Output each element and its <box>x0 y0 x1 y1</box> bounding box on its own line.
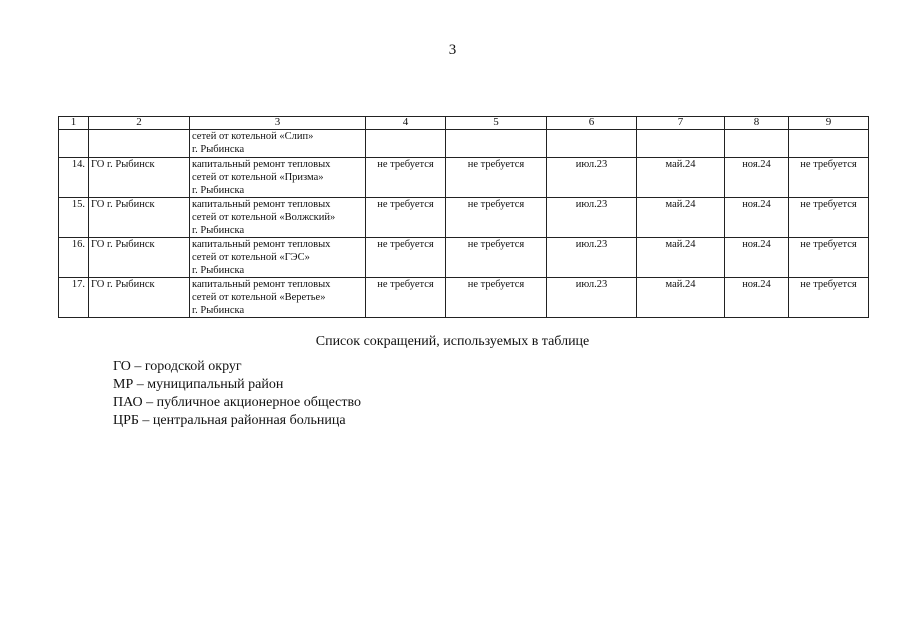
object-line: г. Рыбинска <box>192 144 245 155</box>
object-cell <box>190 130 366 158</box>
table-cell: май.24 <box>637 238 725 278</box>
municipality-cell: ГО г. Рыбинск <box>89 278 190 318</box>
row-number: 17. <box>59 278 89 318</box>
table-cell: ноя.24 <box>725 238 789 278</box>
header-cell: 2 <box>89 117 190 130</box>
header-cell: 7 <box>637 117 725 130</box>
schedule-table <box>58 116 869 318</box>
table-cell: не требуется <box>789 278 869 318</box>
abbreviation-item: ЦРБ – центральная районная больница <box>113 413 346 428</box>
table-row <box>59 198 869 238</box>
object-cell <box>190 238 366 278</box>
table-row <box>59 278 869 318</box>
object-line: капитальный ремонт тепловых <box>192 199 331 210</box>
table-cell: не требуется <box>446 198 547 238</box>
object-cell <box>190 198 366 238</box>
object-line: капитальный ремонт тепловых <box>192 159 331 170</box>
object-line: сетей от котельной «Веретье» <box>192 292 326 303</box>
row-number: 14. <box>59 158 89 198</box>
table-cell: не требуется <box>789 198 869 238</box>
row-number: 15. <box>59 198 89 238</box>
object-line: сетей от котельной «Слип» <box>192 131 314 142</box>
abbreviations-list <box>113 358 361 430</box>
object-line: г. Рыбинска <box>192 225 245 236</box>
table-cell <box>725 130 789 158</box>
table-cell: май.24 <box>637 278 725 318</box>
table-cell: май.24 <box>637 198 725 238</box>
table-cell <box>547 130 637 158</box>
object-cell <box>190 278 366 318</box>
object-line: сетей от котельной «Волжский» <box>192 212 336 223</box>
table-row <box>59 158 869 198</box>
table-cell: не требуется <box>366 158 446 198</box>
header-cell: 9 <box>789 117 869 130</box>
object-line: г. Рыбинска <box>192 305 245 316</box>
table-cell: не требуется <box>446 238 547 278</box>
table-row <box>59 238 869 278</box>
object-cell <box>190 158 366 198</box>
table-cell: ноя.24 <box>725 158 789 198</box>
header-cell: 1 <box>59 117 89 130</box>
table-cell: не требуется <box>446 158 547 198</box>
header-cell: 8 <box>725 117 789 130</box>
table-cell: не требуется <box>366 278 446 318</box>
header-cell: 6 <box>547 117 637 130</box>
object-line: г. Рыбинска <box>192 185 245 196</box>
table-cell <box>59 130 89 158</box>
object-line: капитальный ремонт тепловых <box>192 279 331 290</box>
abbreviation-item: ПАО – публичное акционерное общество <box>113 395 362 410</box>
table-cell: не требуется <box>366 198 446 238</box>
table-header-row <box>59 117 869 130</box>
object-line: капитальный ремонт тепловых <box>192 239 331 250</box>
municipality-cell: ГО г. Рыбинск <box>89 238 190 278</box>
table-cell <box>446 130 547 158</box>
table-cell: не требуется <box>446 278 547 318</box>
header-cell: 5 <box>446 117 547 130</box>
table-cell <box>637 130 725 158</box>
header-cell: 3 <box>190 117 366 130</box>
table-cell <box>366 130 446 158</box>
table-cell: май.24 <box>637 158 725 198</box>
table-cell: июл.23 <box>547 198 637 238</box>
table-cell: июл.23 <box>547 158 637 198</box>
object-line: сетей от котельной «ГЭС» <box>192 252 310 263</box>
table-cell: ноя.24 <box>725 198 789 238</box>
table-cell: не требуется <box>789 158 869 198</box>
abbreviation-item: ГО – городской округ <box>113 359 242 374</box>
object-line: г. Рыбинска <box>192 265 245 276</box>
abbreviations-title: Список сокращений, используемых в таблице <box>315 334 590 349</box>
abbreviation-item: МР – муниципальный район <box>113 377 284 392</box>
page-number: 3 <box>448 42 457 58</box>
municipality-cell: ГО г. Рыбинск <box>89 158 190 198</box>
row-number: 16. <box>59 238 89 278</box>
object-line: сетей от котельной «Призма» <box>192 172 324 183</box>
table-cell: не требуется <box>789 238 869 278</box>
table-cell: июл.23 <box>547 238 637 278</box>
table-cell: июл.23 <box>547 278 637 318</box>
municipality-cell: ГО г. Рыбинск <box>89 198 190 238</box>
continuation-row <box>59 130 869 158</box>
table-cell: не требуется <box>366 238 446 278</box>
table-cell <box>789 130 869 158</box>
table-cell <box>89 130 190 158</box>
header-cell: 4 <box>366 117 446 130</box>
table-cell: ноя.24 <box>725 278 789 318</box>
